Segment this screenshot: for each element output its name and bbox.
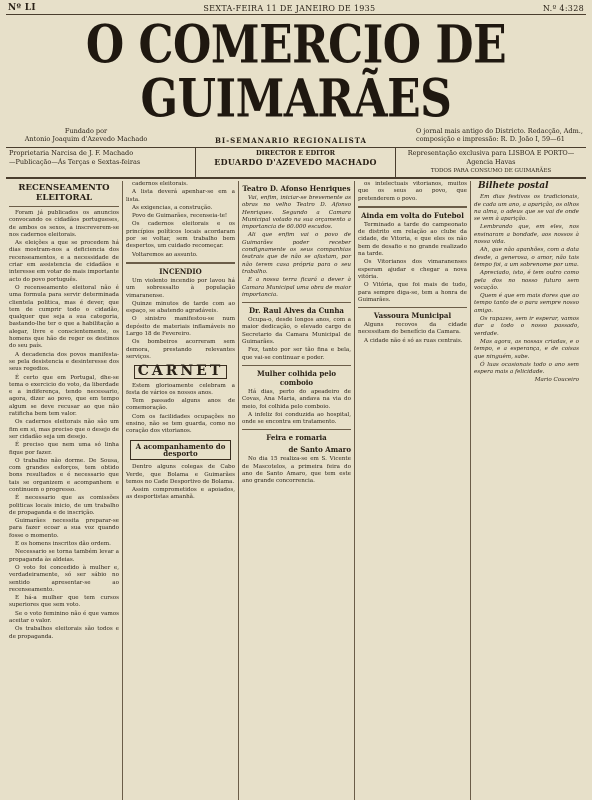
article-paragraph: É preciso que nem uma só linha fique por fazer. bbox=[9, 442, 119, 456]
article-paragraph: O voto foi concedido à mulher e, verdadeiramente, só ser sábio no sentido apresentar-se ao recenseamento. bbox=[9, 564, 119, 593]
column-1 bbox=[6, 181, 122, 800]
bilhete-postal-heading: Bilhete postal bbox=[478, 181, 549, 191]
representacao: Representação exclusiva para LISBOA E PORTO—Agencia Havas bbox=[407, 149, 575, 166]
carnet-heading: CARNET bbox=[134, 365, 227, 378]
article-paragraph: E os homens inscritos dão ordem. bbox=[15, 541, 111, 548]
article-paragraph: O sinistro manifestou-se num depósito de materiais inflamáveis no Largo 18 de Fevereiro. bbox=[126, 316, 235, 338]
article-paragraph: Apreciado, isto, é tem outro como pela dos no nosso futuro sem vocação. bbox=[474, 270, 579, 291]
article-paragraph: Terminado a tarde do campeonato de distrito em relação ao clube da cidade, de Vitoria, e que eles os não bem de desafio e no grande realizado na tarde. bbox=[358, 221, 467, 258]
divider bbox=[358, 206, 467, 208]
article-paragraph: Os Vitorianos dos vimaranenses esperam ajudar e chegar a nova vitória. bbox=[358, 259, 467, 280]
subtitle-row bbox=[6, 127, 586, 145]
article-paragraph: Quinze minutos de tarde com ao espaço, se abatendo agradáveis. bbox=[126, 300, 235, 315]
founder-info: Fundado por Antonio Joaquim d'Azevedo Machado bbox=[24, 127, 148, 143]
signature: Mario Couceiro bbox=[534, 377, 579, 384]
article-paragraph: Os rapazes, sem ir esperar, vamos dar a todo o nosso passado, verdade. bbox=[474, 316, 579, 337]
ownership-info bbox=[6, 148, 196, 177]
article-heading-incendio: INCENDIO bbox=[159, 266, 202, 276]
article-heading-recenseamento: RECENSEAMENTO ELEITORAL bbox=[18, 183, 110, 203]
article-paragraph: E a nossa terra ficará a dever à Camara Municipal uma obra de maior importancia. bbox=[242, 277, 351, 298]
article-paragraph: Os trabalhos eleitorais são todos e de propaganda. bbox=[9, 626, 119, 640]
director-info bbox=[196, 148, 396, 177]
teatro-article bbox=[242, 195, 351, 299]
column-4 bbox=[354, 181, 470, 800]
article-paragraph: Voltaremos ao assunto. bbox=[132, 251, 198, 258]
article-paragraph: Um violento incendio por lavou há um sobressalto à população vimaranense. bbox=[126, 277, 235, 299]
article-paragraph: Ah, que não apanhões, com a data desde, a generosa, o amor, não tais tempo foi, a um sobrenome por uma. bbox=[474, 247, 579, 268]
article-paragraph: A cidade não é só as ruas centrais. bbox=[364, 337, 463, 344]
article-paragraph: Em dias festivos os tradicionais, de cada um ano, a aparição, os olhos na alma, o adeus que se vai de onde se vem à aparição. bbox=[474, 194, 579, 223]
article-paragraph: O Vitória, que foi mais de tudo, para sempre diga-se, tem a honra de Guimarães. bbox=[358, 282, 467, 303]
top-info-line bbox=[6, 0, 586, 15]
article-subheading-feira: de Santo Amaro bbox=[288, 445, 351, 455]
proprietaria: Proprietaria Narcisa de J. F. Machado bbox=[9, 149, 134, 157]
bilhete-article bbox=[474, 194, 579, 376]
article-paragraph: Guimarães necessita preparar-se para fazer ecoar a sua voz quando fosse o momento. bbox=[9, 518, 119, 539]
article-paragraph: Há dias, perto do apeadeiro de Covas, Ana Maria, andava na via do meio, foi colhida pelo comboio. bbox=[242, 388, 351, 410]
article-paragraph: Tem passado alguns anos de comemoração. bbox=[126, 398, 235, 412]
article-paragraph: No dia 15 realiza-se em S. Vicente de Mascotelos, a primeira feira do ano de Santo Amaro, que tem este ano grande concorrencia. bbox=[242, 456, 351, 485]
divider bbox=[242, 302, 351, 303]
article-heading-mulher: Mulher colhida pelo comboio bbox=[256, 368, 337, 387]
article-heading-feira: Feira e romaria bbox=[266, 433, 327, 443]
article-paragraph: Ocupa-o, desde longos anos, com a maior dedicação, o elevado cargo de Secretario da Camara Municipal de Guimarães. bbox=[242, 317, 351, 346]
article-paragraph: Os cadernos eleitorais e os princípios políticos locais acordaram por se voltar, sem trabalho bem despertos, um cuidado recomeçar. bbox=[126, 221, 235, 250]
director-name: EDUARDO D'AZEVEDO MACHADO bbox=[214, 157, 377, 167]
newspaper-page bbox=[6, 0, 586, 800]
article-paragraph: Vai, enfim, iniciar-se brevemente as obras no velho Teatro D. Afonso Henriques. Segundo a Camara Municipal votado na sua orçamento a importancia de 60.000 escudos. bbox=[242, 195, 351, 231]
article-heading-teatro: Teatro D. Afonso Henriques bbox=[242, 184, 351, 193]
column-2 bbox=[122, 181, 238, 800]
article-paragraph: Ali que enfim vai o povo de Guimarães poder receber condignamente os seus companhias teatrais que de não se afastam, por não terem casa própria para o seu trabalho. bbox=[242, 232, 351, 275]
article-paragraph: Estem glorioamente celebram a festa de vários os nossos anos. bbox=[126, 382, 235, 396]
article-paragraph: Os cadernos eleitorais não são um fim em si, mas preciso que o desejo de ser cidadão seja um desejo. bbox=[9, 419, 119, 440]
divider bbox=[9, 206, 119, 207]
article-heading-futebol: Ainda em volta do Futebol bbox=[361, 210, 464, 220]
divider bbox=[126, 262, 235, 264]
divider bbox=[242, 365, 351, 366]
representation-info bbox=[396, 148, 586, 177]
article-paragraph: É certo que em Portugal, dhe-se tema o exercicio do voto, da liberdade e a indiferença, tendo necessario, agora, dizer ao povo, que em tempo algum se deve recusar ao que não ratificha bem tem valor. bbox=[9, 374, 119, 418]
issue-date: SEXTA-FEIRA 11 DE JANEIRO DE 1935 bbox=[203, 3, 376, 13]
article-paragraph: Foram já publicados os anuncios convocando os cidadãos portugueses, de ambos os sexos, a inscreverem-se nos cadernos eleitorais. bbox=[9, 210, 119, 238]
director-label: DIRECTOR E EDITOR bbox=[255, 149, 336, 157]
article-paragraph: A lista deverá apenhar-se em a lista. bbox=[126, 189, 235, 203]
newspaper-title: O COMERCIO DE GUIMARÃES bbox=[85, 15, 507, 130]
article-paragraph: Os bombeiros acorreram sem demora, prestando relevantes serviços. bbox=[126, 339, 235, 360]
article-paragraph: E há-a mulher que tem cursos superiores que sem voto. bbox=[9, 595, 119, 609]
column-5 bbox=[470, 181, 582, 800]
oldest-journal-info: O jornal mais antigo do Districto. Redacção, Adm., composição e impressão: R. D. João I, 59—61 bbox=[416, 127, 583, 143]
article-paragraph: Necessario se torna também levar a propaganda às aldeias. bbox=[9, 549, 119, 563]
semanario-label: BI-SEMANARIO REGIONALISTA bbox=[215, 136, 367, 145]
article-paragraph: Quem é que em mais dores que ao tempo tanto de o para sempre nosso amigo. bbox=[474, 293, 579, 314]
article-paragraph: O trabalho não dorme. De Sousa, com grandes esforços, tem obtido bons resultados e é necessario que tais se organizem e acompanhem e continuem o progresso. bbox=[9, 457, 119, 493]
representacao-sub: TODOS PARA CONSUMO DE GUIMARÃES bbox=[430, 168, 552, 174]
divider bbox=[358, 307, 467, 308]
issue-number: N.º 4:328 bbox=[542, 3, 584, 13]
article-paragraph: É necessario que as comissões politicas locais inicio, de um trabalho de propaganda e de inscrição. bbox=[9, 495, 119, 516]
article-paragraph: cadernos eleitorais. bbox=[132, 181, 188, 187]
article-paragraph: Com os facilidades ocupações no ensino, não se tem guarda, como no coração dos vitorianos. bbox=[126, 413, 235, 435]
article-paragraph: Dentro alguns colegas de Cabo Verde, que Bolama e Guimarães temos no Cade Desportivo de Bolama. bbox=[126, 464, 235, 485]
article-paragraph: As eleições a que se procedem há dias mostram-nos a deficiencia dos recenseamentos, e a necessidade de criar em assistencia de cidadãos e interesse em votar do mais importante acto do povo português. bbox=[9, 240, 119, 283]
article-paragraph: Alguns recovos da cidade necessitam do benefício da Camara. bbox=[358, 322, 467, 336]
article-paragraph: os intelectuais vitorianos, muitos que os seus ao povo, que pretenderem o povo. bbox=[358, 181, 467, 202]
article-paragraph: Ó luas ocasionais todo o ano sem espera mais a felicidade. bbox=[474, 361, 579, 376]
article-paragraph: O recenseamento eleitoral não é uma formula para servir determinada clientela politica, mas é dever, que tem de cumprir todo o cidadão, qualquer que seja a sua categoria, bastando-lhe ter o que a habilitação a alegar, livre e conscientemente, os homens que hão de reger os destinos do seu país. bbox=[9, 284, 119, 350]
article-paragraph: Se o voto feminino não é que vamos aceitar o valor. bbox=[9, 610, 119, 625]
article-paragraph: Povo de Guimarães, recenseia-te! bbox=[132, 213, 228, 220]
article-paragraph: A decadencia dos povos manifesta-se pela desistencia e desinteresse dos seus regedios. bbox=[9, 351, 119, 373]
article-heading-raul: Dr. Raul Alves da Cunha bbox=[249, 306, 344, 316]
article-heading-vassoura: Vassoura Municipal bbox=[373, 311, 452, 321]
article-paragraph: Fez, tanto por ser tão fina e bela, que vai-se continuar e poder. bbox=[242, 347, 351, 361]
article-paragraph: Assim comprometidos e apoiados, as desportistas amanhã. bbox=[126, 487, 235, 501]
article-paragraph: As exigencias, a construção. bbox=[132, 204, 213, 211]
article-heading-desporto: A acompanhamento do desporto bbox=[130, 440, 231, 461]
article-paragraph: Mas agora, as nossas criadas, e o tempo, e a esperança, e de coisas que ninguém, sabe. bbox=[474, 338, 579, 360]
publicacao: —Publicação—Ás Terças e Sextas-feiras bbox=[9, 158, 141, 166]
divider bbox=[242, 429, 351, 430]
article-paragraph: Lembrando que, em eles, nos ensinaram a bondade, aos nossos à nossa vida. bbox=[474, 224, 579, 246]
column-3 bbox=[238, 181, 354, 800]
article-columns bbox=[6, 181, 586, 800]
issue-year: Nº LI bbox=[8, 3, 36, 13]
info-row bbox=[6, 147, 586, 179]
article-paragraph: A infeliz foi conduzida ao hospital, onde se encontra em tratamento. bbox=[242, 411, 351, 426]
